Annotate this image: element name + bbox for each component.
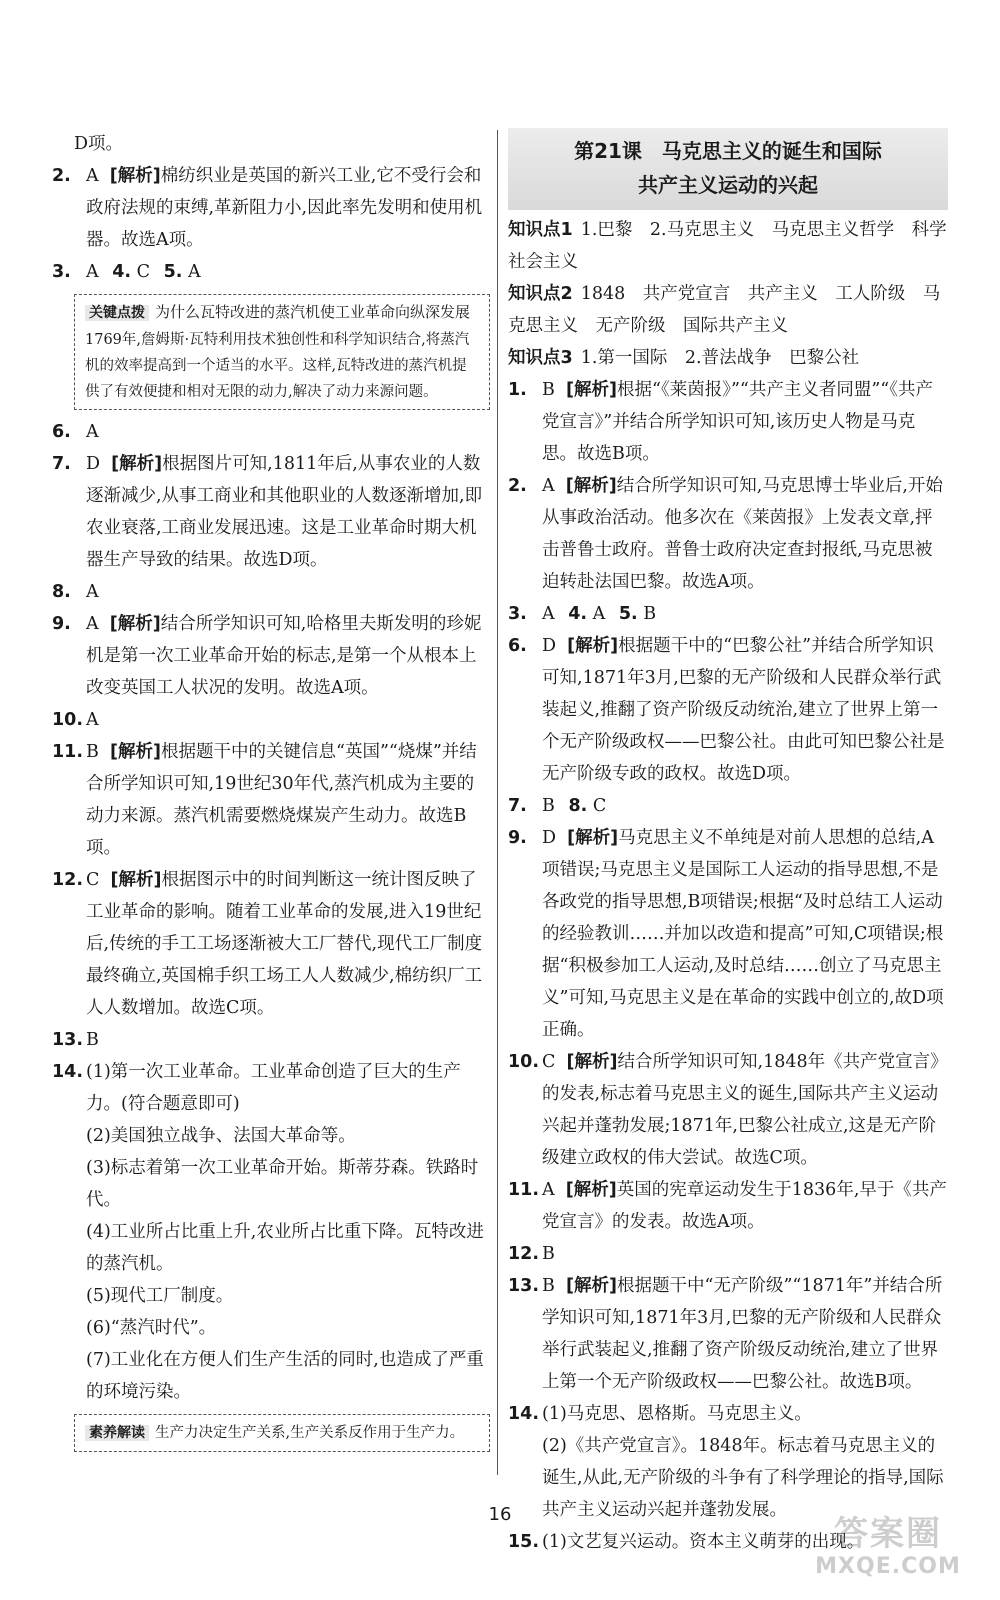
answer-choice: B (643, 604, 657, 624)
knowledge-point-text: 1.第一国际 2.普法战争 巴黎公社 (580, 348, 860, 368)
answer-item-2 (508, 470, 948, 598)
answer-choice: B (542, 1276, 555, 1296)
sub-answer: (3)标志着第一次工业革命开始。斯蒂芬森。铁路时代。 (86, 1158, 479, 1210)
answer-choice: C (136, 262, 151, 282)
sub-answer: (7)工业化在方便人们生产生活的同时,也造成了严重的环境污染。 (86, 1350, 484, 1402)
analysis-tag: [解析] (110, 742, 162, 762)
analysis-tag: [解析] (565, 1180, 617, 1200)
answer-item-2 (52, 160, 490, 256)
knowledge-point-2 (508, 278, 948, 342)
item-number: 6. (508, 636, 527, 656)
analysis-text: 根据题干中“无产阶级”“1871年”并结合所学知识可知,1871年3月,巴黎的无产阶级和人民群众举行武装起义,推翻了资产阶级反动统治,建立了世界上第一个无产阶级政权——巴黎公社。故选B项。 (542, 1276, 943, 1392)
sub-answer: (5)现代工厂制度。 (86, 1286, 234, 1306)
answer-choice: C (592, 796, 607, 816)
item-number: 14. (508, 1404, 540, 1424)
answer-item-14 (52, 1056, 490, 1408)
item-number: 8. (568, 796, 588, 816)
answer-item-12 (508, 1238, 948, 1270)
answer-choice: A (86, 614, 99, 634)
answer-choice: B (542, 796, 555, 816)
item-number: 1. (508, 380, 527, 400)
item-number: 8. (52, 582, 71, 602)
answer-item-12 (52, 864, 490, 1024)
knowledge-point-text: 1.巴黎 2.马克思主义 马克思主义哲学 科学社会主义 (508, 220, 947, 272)
box-label: 素养解读 (85, 1425, 149, 1441)
answer-choice: A (188, 262, 201, 282)
answer-choice: C (542, 1052, 556, 1072)
answer-choice: B (542, 380, 555, 400)
item-number: 3. (52, 262, 71, 282)
item-number: 4. (112, 262, 132, 282)
knowledge-point-label: 知识点2 (508, 284, 573, 304)
item-number: 15. (508, 1532, 540, 1552)
knowledge-point-text: 1848 共产党宣言 共产主义 工人阶级 马克思主义 无产阶级 国际共产主义 (508, 284, 941, 336)
answer-item-13 (508, 1270, 948, 1398)
item-number: 5. (618, 604, 638, 624)
analysis-text: 根据题干中的“巴黎公社”并结合所学知识可知,1871年3月,巴黎的无产阶级和人民群众举行武装起义,推翻了资产阶级反动统治,建立了世界上第一个无产阶级政权——巴黎公社。由此可知巴黎公社是无产阶级专政的政权。故选D项。 (542, 636, 945, 784)
sub-answer: (4)工业所占比重上升,农业所占比重下降。瓦特改进的蒸汽机。 (86, 1222, 484, 1274)
answer-item-3-5 (508, 598, 948, 630)
analysis-text: 根据“《莱茵报》”“共产主义者同盟”“《共产党宣言》”并结合所学知识可知,该历史人物是马克思。故选B项。 (542, 380, 933, 464)
item-number: 9. (508, 828, 527, 848)
answer-item-9 (508, 822, 948, 1046)
item-number: 13. (52, 1030, 84, 1050)
analysis-text: 结合所学知识可知,哈格里夫斯发明的珍妮机是第一次工业革命开始的标志,是第一个从根本上改变英国工人状况的发明。故选A项。 (86, 614, 482, 698)
watermark-logo (798, 1514, 978, 1582)
sub-answer: (6)“蒸汽时代”。 (86, 1318, 217, 1338)
item-number: 3. (508, 604, 527, 624)
analysis-tag: [解析] (109, 166, 161, 186)
item-number: 10. (52, 710, 84, 730)
analysis-tag: [解析] (566, 1052, 618, 1072)
answer-item-7-8 (508, 790, 948, 822)
sub-answer: (2)《共产党宣言》。1848年。标志着马克思主义的诞生,从此,无产阶级的斗争有了科学理论的指导,国际共产主义运动兴起并蓬勃发展。 (542, 1436, 944, 1520)
answer-item-8 (52, 576, 490, 608)
lesson-title (508, 128, 948, 210)
analysis-tag: [解析] (111, 454, 163, 474)
page-number: 16 (488, 1504, 512, 1525)
analysis-text: 根据图片可知,1811年后,从事农业的人数逐渐减少,从事工商业和其他职业的人数逐渐增加,即农业衰落,工商业发展迅速。这是工业革命时期大机器生产导致的结果。故选D项。 (86, 454, 483, 570)
item-number: 4. (568, 604, 588, 624)
box-body: 生产力决定生产关系,生产关系反作用于生产力。 (155, 1425, 465, 1441)
knowledge-point-3 (508, 342, 948, 374)
item-number: 12. (52, 870, 84, 890)
answer-choice: D (542, 828, 557, 848)
answer-item-11 (52, 736, 490, 864)
answer-choice: A (542, 604, 555, 624)
left-column (52, 128, 490, 1458)
analysis-tag: [解析] (566, 1276, 618, 1296)
answer-item-1 (508, 374, 948, 470)
analysis-tag: [解析] (567, 828, 619, 848)
literacy-box (74, 1414, 490, 1452)
answer-item-10 (508, 1046, 948, 1174)
answer-choice: D (86, 454, 101, 474)
knowledge-point-label: 知识点3 (508, 348, 573, 368)
answer-item-9 (52, 608, 490, 704)
sub-answer: (1)马克思、恩格斯。马克思主义。 (542, 1404, 812, 1424)
answer-choice: A (542, 1180, 555, 1200)
key-point-box (74, 294, 490, 410)
analysis-text: 结合所学知识可知,马克思博士毕业后,开始从事政治活动。他多次在《莱茵报》上发表文章,抨击普鲁士政府。普鲁士政府决定查封报纸,马克思被迫转赴法国巴黎。故选A项。 (542, 476, 943, 592)
continuation-line (52, 128, 490, 160)
item-number: 11. (508, 1180, 540, 1200)
answer-choice: A (592, 604, 606, 624)
watermark-url: MXQE.COM (815, 1554, 961, 1579)
answer-choice: B (86, 742, 99, 762)
analysis-text: 马克思主义不单纯是对前人思想的总结,A项错误;马克思主义是国际工人运动的指导思想,不是各政党的指导思想,B项错误;根据“及时总结工人运动的经验教训……并加以改造和提高”可知,C项错误;根据“积极参加工人运动,及时总结……创立了马克思主义”可知,马克思主义是在革命的实践中创立的,故D项正确。 (542, 828, 944, 1040)
box-label: 关键点拨 (85, 305, 149, 321)
lesson-title-line-2: 共产主义运动的兴起 (638, 173, 818, 197)
analysis-tag: [解析] (109, 614, 161, 634)
item-number: 5. (163, 262, 183, 282)
analysis-text: 棉纺织业是英国的新兴工业,它不受行会和政府法规的束缚,革新阻力小,因此率先发明和使用机器。故选A项。 (86, 166, 483, 250)
analysis-text: 结合所学知识可知,1848年《共产党宣言》的发表,标志着马克思主义的诞生,国际共产主义运动兴起并蓬勃发展;1871年,巴黎公社成立,这是无产阶级建立政权的伟大尝试。故选C项。 (542, 1052, 948, 1168)
right-column (508, 128, 948, 1558)
answer-choice: C (86, 870, 100, 890)
analysis-tag: [解析] (110, 870, 162, 890)
answer-item-6 (52, 416, 490, 448)
sub-answer: (1)文艺复兴运动。资本主义萌芽的出现。 (542, 1532, 865, 1552)
knowledge-point-1 (508, 214, 948, 278)
answer-item-6 (508, 630, 948, 790)
answer-choice: A (86, 582, 99, 602)
box-body: 1769年,詹姆斯·瓦特利用技术独创性和科学知识结合,将蒸汽机的效率提高到一个适当的水平。这样,瓦特改进的蒸汽机提供了有效便捷和相对无限的动力,解决了动力来源问题。 (85, 332, 470, 400)
item-number: 13. (508, 1276, 540, 1296)
analysis-text: 英国的宪章运动发生于1836年,早于《共产党宣言》的发表。故选A项。 (542, 1180, 947, 1232)
answer-choice: A (86, 710, 99, 730)
item-number: 9. (52, 614, 71, 634)
analysis-text: 根据图示中的时间判断这一统计图反映了工业革命的影响。随着工业革命的发展,进入19世纪后,传统的手工工场逐渐被大工厂替代,现代工厂制度最终确立,英国棉手织工场工人人数减少,棉纺织厂工人人数增加。故选C项。 (86, 870, 483, 1018)
item-number: 10. (508, 1052, 540, 1072)
analysis-tag: [解析] (566, 380, 618, 400)
watermark-title: 答案圈 (834, 1514, 942, 1554)
analysis-tag: [解析] (567, 636, 619, 656)
item-number: 2. (508, 476, 527, 496)
answer-item-7 (52, 448, 490, 576)
sub-answer: (2)美国独立战争、法国大革命等。 (86, 1126, 356, 1146)
sub-answer: (1)第一次工业革命。工业革命创造了巨大的生产力。(符合题意即可) (86, 1062, 461, 1114)
item-number: 12. (508, 1244, 540, 1264)
answer-choice: A (86, 262, 99, 282)
item-number: 14. (52, 1062, 84, 1082)
analysis-text: 根据题干中的关键信息“英国”“烧煤”并结合所学知识可知,19世纪30年代,蒸汽机成为主要的动力来源。蒸汽机需要燃烧煤炭产生动力。故选B项。 (86, 742, 477, 858)
answer-item-3-5 (52, 256, 490, 288)
item-number: 7. (508, 796, 527, 816)
answer-item-13 (52, 1024, 490, 1056)
answer-choice: B (542, 1244, 555, 1264)
answer-choice: A (86, 166, 99, 186)
item-number: 11. (52, 742, 84, 762)
knowledge-point-label: 知识点1 (508, 220, 573, 240)
answer-choice: A (86, 422, 99, 442)
analysis-tag: [解析] (565, 476, 617, 496)
continuation-text: D项。 (74, 134, 124, 154)
answer-item-11 (508, 1174, 948, 1238)
answer-choice: D (542, 636, 557, 656)
item-number: 6. (52, 422, 71, 442)
item-number: 7. (52, 454, 71, 474)
answer-item-10 (52, 704, 490, 736)
answer-choice: A (542, 476, 555, 496)
answer-choice: B (86, 1030, 99, 1050)
lesson-title-line-1: 第21课 马克思主义的诞生和国际 (574, 139, 882, 163)
column-divider (497, 130, 498, 1475)
item-number: 2. (52, 166, 71, 186)
box-title: 为什么瓦特改进的蒸汽机使工业革命向纵深发展 (155, 303, 471, 321)
